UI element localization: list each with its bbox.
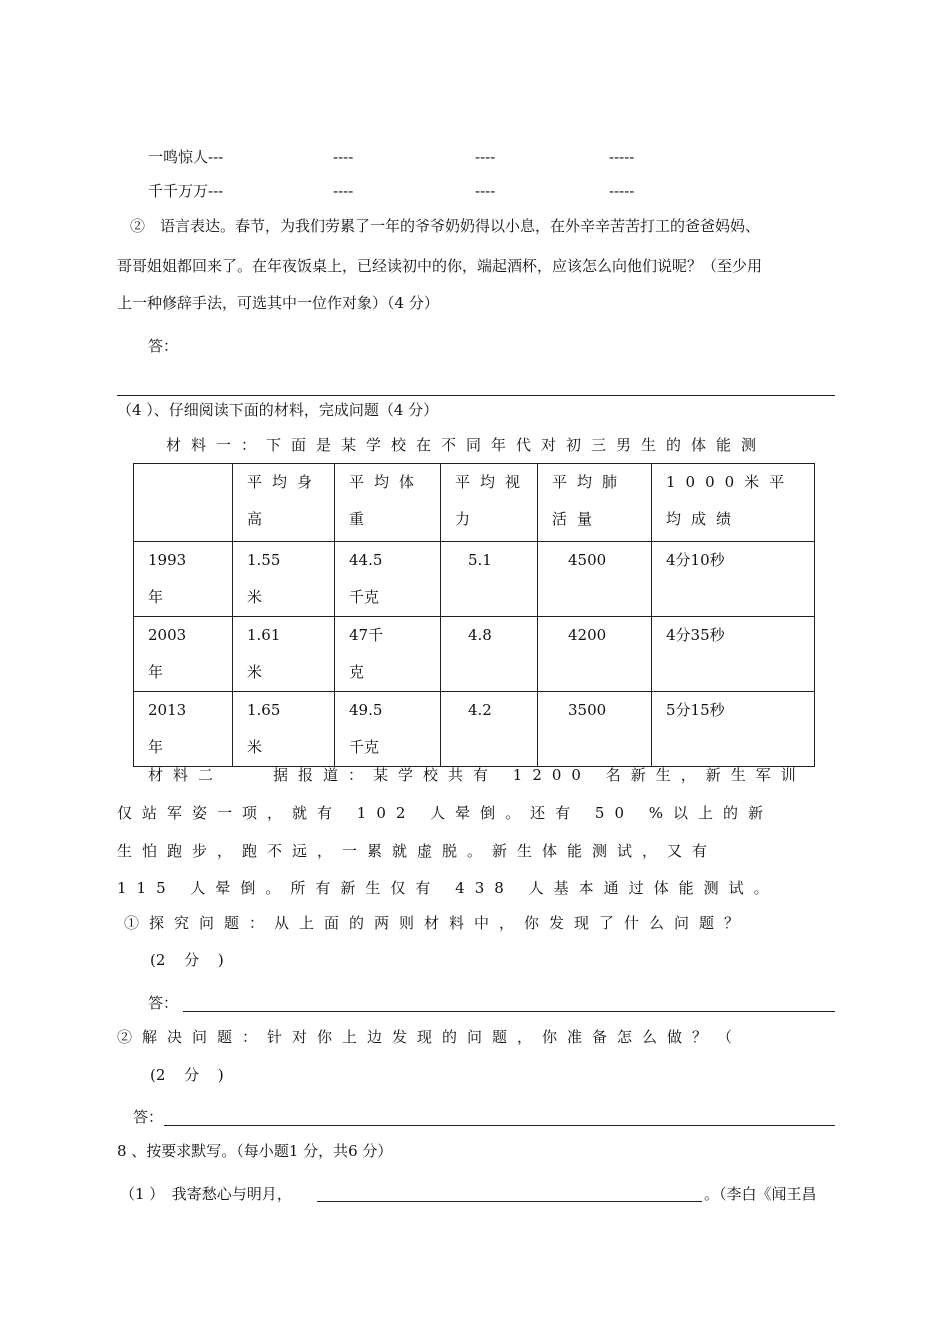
table-cell-time: 5分15秒 — [652, 692, 815, 767]
table-cell-year: 2003年 — [134, 617, 233, 692]
table-cell-height: 1.65米 — [233, 692, 335, 767]
material2-line-2: 仅站军姿一项，就有 102 人晕倒。还有 50 %以上的新 — [117, 804, 774, 822]
table-cell-height: 1.61米 — [233, 617, 335, 692]
idiom-row-1 — [148, 150, 223, 165]
table-row — [134, 692, 815, 767]
fitness-table — [133, 463, 815, 767]
q2-line-3: 上一种修辞手法，可选其中一位作对象）（4 分） — [117, 294, 439, 312]
sub2-question: ②解决问题：针对你上边发现的问题，你准备怎么做？（ — [117, 1028, 743, 1046]
table-header-cell: 平均肺活量 — [538, 464, 652, 542]
material1-intro: 材料一：下面是某学校在不同年代对初三男生的体能测 — [166, 436, 767, 454]
table-header-cell: 平均身高 — [233, 464, 335, 542]
sub1-answer-label: 答： — [148, 994, 179, 1012]
table-row — [134, 617, 815, 692]
idiom-blank: ---- — [475, 148, 496, 166]
material2-line-3: 生怕跑步，跑不远，一累就虚脱。新生体能测试，又有 — [117, 842, 718, 860]
table-cell-year: 1993年 — [134, 542, 233, 617]
idiom-blank: ---- — [333, 148, 354, 166]
sub2-answer-line[interactable] — [164, 1125, 835, 1126]
idiom-word: 一鸣惊人--- — [148, 148, 224, 166]
table-cell-vision: 4.8 — [441, 617, 538, 692]
table-cell-height: 1.55米 — [233, 542, 335, 617]
q2-line-1: ② 语言表达。春节，为我们劳累了一年的爷爷奶奶得以小息，在外辛辛苦苦打工的爸爸妈妈、 — [130, 217, 761, 235]
table-header-cell: 平均体重 — [335, 464, 441, 542]
table-cell-lung: 3500 — [538, 692, 652, 767]
table-cell-weight: 44.5千克 — [335, 542, 441, 617]
q8-heading: 8 、按要求默写。（每小题1 分，共6 分） — [117, 1142, 393, 1160]
table-cell-time: 4分35秒 — [652, 617, 815, 692]
q2-answer-line[interactable] — [117, 395, 835, 396]
material2-line-4: 115 人晕倒。所有新生仅有 438 人基本通过体能测试。 — [117, 879, 779, 897]
idiom-blank: ----- — [609, 182, 635, 200]
q2-answer-label: 答： — [148, 337, 179, 355]
table-cell-vision: 5.1 — [441, 542, 538, 617]
table-cell-weight: 49.5千克 — [335, 692, 441, 767]
table-cell-time: 4分10秒 — [652, 542, 815, 617]
sub1-question: ①探究问题：从上面的两则材料中，你发现了什么问题？ — [124, 914, 750, 932]
idiom-row-2 — [148, 184, 223, 199]
table-header-cell: 1000米平均成绩 — [652, 464, 815, 542]
table-row — [134, 542, 815, 617]
material2-line-1: 材料二 据报道：某学校共有 1200 名新生，新生军训 — [148, 766, 806, 784]
idiom-word: 千千万万--- — [148, 182, 224, 200]
table-cell-lung: 4200 — [538, 617, 652, 692]
table-header-cell — [134, 464, 233, 542]
table-header-cell: 平均视力 — [441, 464, 538, 542]
q8-item-1-blank[interactable] — [317, 1201, 702, 1202]
q2-line-2: 哥哥姐姐都回来了。在年夜饭桌上，已经读初中的你，端起酒杯，应该怎么向他们说呢？（至少用 — [117, 257, 763, 275]
table-header-row — [134, 464, 815, 542]
idiom-blank: ---- — [475, 182, 496, 200]
table-cell-vision: 4.2 — [441, 692, 538, 767]
q4-heading: （4 ）、仔细阅读下面的材料，完成问题（4 分） — [117, 401, 439, 419]
sub2-score: (2 分 ) — [150, 1066, 224, 1084]
sub1-score: (2 分 ) — [150, 951, 224, 969]
idiom-blank: ----- — [609, 148, 635, 166]
q8-item-1-suffix: 。（李白《闻王昌 — [704, 1185, 817, 1203]
table-cell-lung: 4500 — [538, 542, 652, 617]
table-cell-weight: 47千克 — [335, 617, 441, 692]
sub1-answer-line[interactable] — [183, 1011, 835, 1012]
q8-item-1-prefix: （1 ） 我寄愁心与明月， — [120, 1185, 292, 1203]
sub2-answer-label: 答： — [133, 1108, 164, 1126]
idiom-blank: ---- — [333, 182, 354, 200]
table-cell-year: 2013年 — [134, 692, 233, 767]
